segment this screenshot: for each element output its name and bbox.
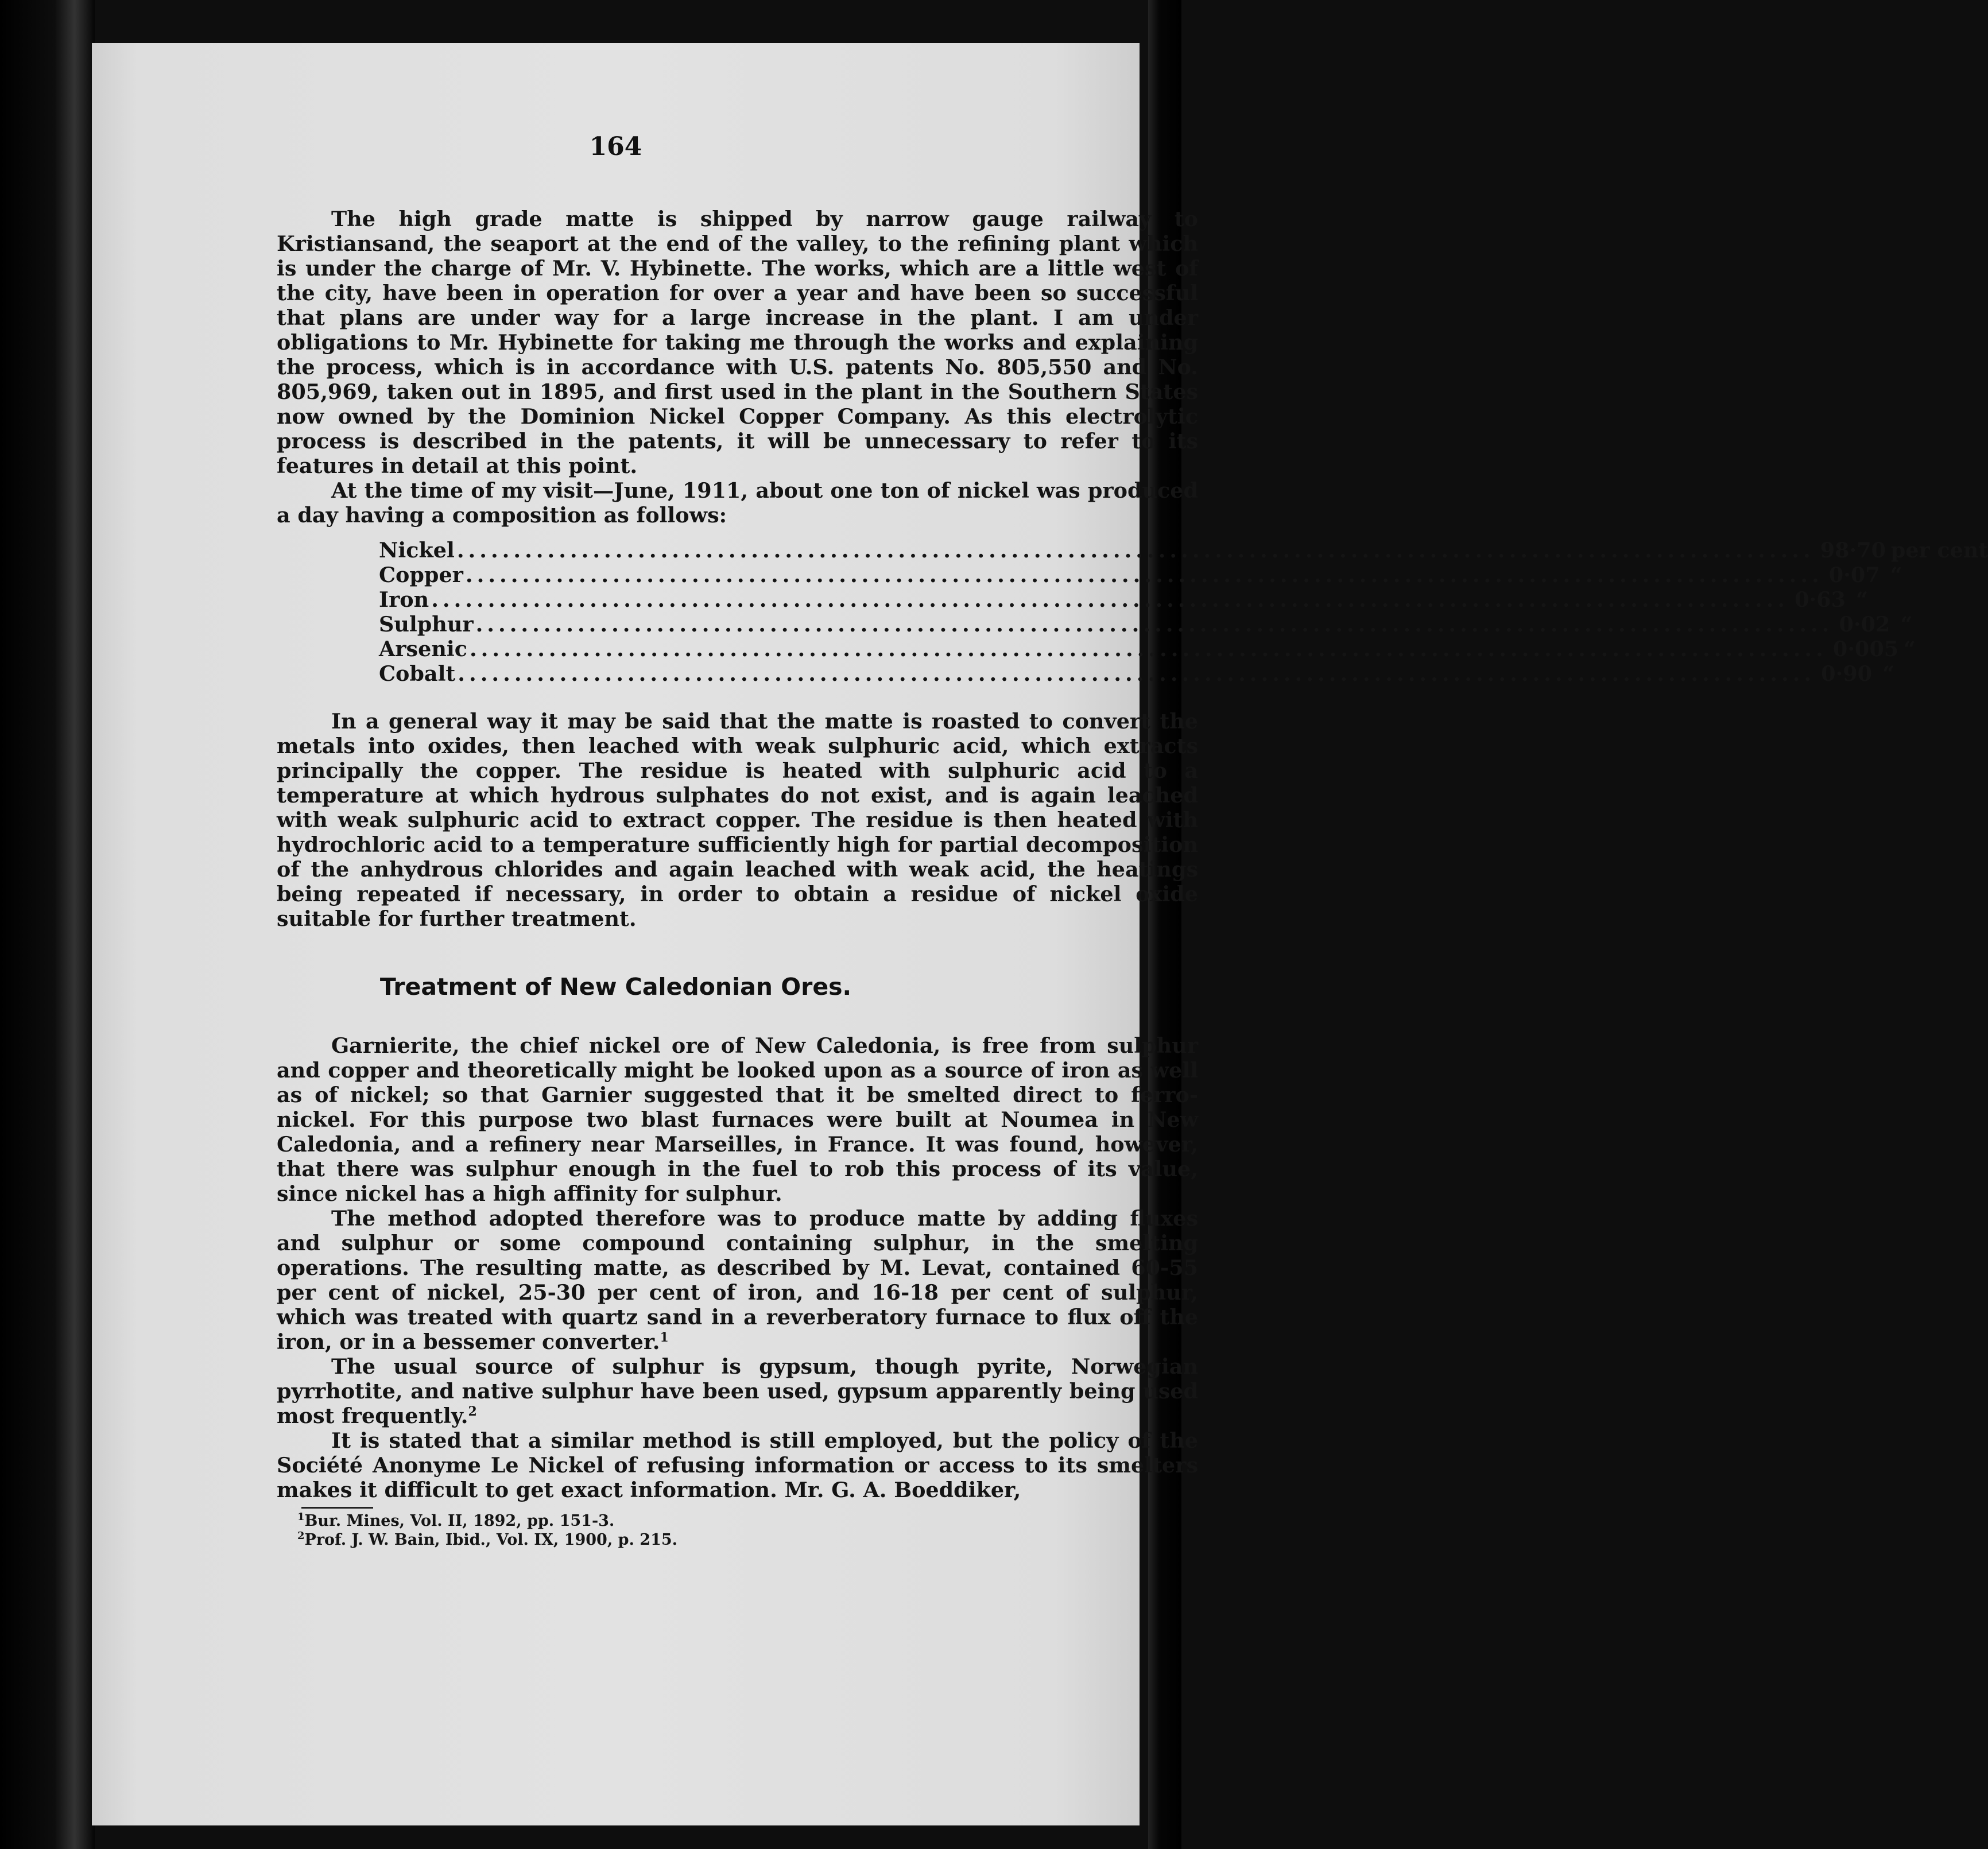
composition-row: [379, 612, 1913, 637]
element-value: 0·90: [1821, 661, 1873, 686]
composition-row: [379, 661, 1895, 686]
leader-dots: ........................................................................................................................: [469, 637, 1827, 661]
paragraph-roasting-process: In a general way it may be said that the matte is roasted to convert the metals into oxides, then leached with weak sulphuric acid, which extracts principally the copper. The residue is heated with sulphuric acid to a temperature at which hydrous sulphates do not exist, and is again leached with weak sulphuric acid to extract copper. The residue is then heated with hydrochloric acid to a temperature sufficiently high for partial decomposition of the anhydrous chlorides and again leached with weak acid, the heatings being repeated if necessary, in order to obtain a residue of nickel oxide suitable for further treatment.: [277, 709, 1198, 931]
composition-row: [379, 587, 1868, 612]
element-value: 0·07: [1828, 563, 1880, 587]
element-unit: “: [1855, 587, 1868, 612]
footnote-text: Prof. J. W. Bain, Ibid., Vol. IX, 1900, p. 215.: [304, 1531, 678, 1549]
composition-row: [379, 563, 1902, 587]
element-unit: “: [1903, 637, 1916, 661]
element-name: Arsenic: [379, 637, 467, 661]
element-name: Copper: [379, 563, 463, 587]
paragraph-sulphur-source: [277, 1354, 1198, 1428]
element-unit: “: [1882, 661, 1895, 686]
element-value: 98·70: [1820, 538, 1886, 563]
leader-dots: ........................................................................................................................: [431, 587, 1789, 612]
element-name: Nickel: [379, 538, 455, 563]
footnote: [297, 1530, 871, 1549]
footnote-mark: 1: [297, 1511, 305, 1523]
book-page: [92, 43, 1988, 1825]
paragraph-garnierite: [277, 1033, 1198, 1206]
element-name: Sulphur: [379, 612, 474, 637]
scan-left-border: [0, 0, 95, 1849]
composition-row: [379, 637, 1916, 661]
footnotes: [297, 1511, 871, 1549]
composition-table: [379, 538, 1988, 686]
footnote: [297, 1511, 871, 1530]
leader-dots: ........................................................................................................................: [465, 563, 1823, 587]
section-heading: Treatment of New Caledonian Ores.: [379, 973, 852, 1001]
footnote-text: Bur. Mines, Vol. II, 1892, pp. 151-3.: [304, 1512, 615, 1530]
footnote-mark: 2: [297, 1530, 305, 1542]
intro-text: [277, 207, 1198, 528]
process-text: [277, 709, 1198, 931]
footnote-reference: 2: [468, 1404, 477, 1419]
leader-dots: ........................................................................................................................: [456, 538, 1815, 563]
paragraph-matte-method: [277, 1206, 1198, 1354]
element-name: Cobalt: [379, 661, 456, 686]
footnote-reference: 1: [660, 1329, 669, 1345]
page-number: 164: [589, 132, 642, 161]
element-unit: “: [1890, 563, 1902, 587]
composition-row: [379, 538, 1988, 563]
element-value: 0·63: [1795, 587, 1846, 612]
section-text: [277, 1033, 1198, 1502]
element-name: Iron: [379, 587, 429, 612]
paragraph-text: Garnierite, the chief nickel ore of New Caledonia, is free from sulphur and copper and theoretically might be looked upon as a source of iron as well as of nickel; so that Garnier suggested that it be smelted direct to ferro-nickel. For this purpose two blast furnaces were built at Noumea in New Caledonia, and a refinery near Marseilles, in France. It was found, however, that there was sulphur enough in the fuel to rob this process of its value, since nickel has a high affinity for sulphur.: [277, 1033, 1198, 1206]
paragraph-text: The method adopted therefore was to produce matte by adding fluxes and sulphur or some compound containing sulphur, in the smelting operations. The resulting matte, as described by M. Levat, contained 60-55 per cent of nickel, 25-30 per cent of iron, and 16-18 per cent of sulphur, which was treated with quartz sand in a reverberatory furnace to flux off the iron, or in a bessemer converter.: [277, 1206, 1198, 1354]
element-unit: per cent: [1890, 538, 1988, 563]
paragraph-composition-intro: At the time of my visit—June, 1911, about one ton of nickel was produced a day having a composition as follows:: [277, 478, 1198, 528]
element-value: 0·02: [1839, 612, 1890, 637]
leader-dots: ........................................................................................................................: [458, 661, 1816, 686]
element-unit: “: [1900, 612, 1913, 637]
paragraph-text: It is stated that a similar method is still employed, but the policy of the Société Anonyme Le Nickel of refusing information or access to its smelters makes it difficult to get exact information. Mr. G. A. Boeddiker,: [277, 1428, 1198, 1502]
element-value: 0·005: [1832, 637, 1899, 661]
leader-dots: ........................................................................................................................: [475, 612, 1834, 637]
paragraph-text: The usual source of sulphur is gypsum, though pyrite, Norwegian pyrrhotite, and native sulphur have been used, gypsum apparently being used most frequently.: [277, 1354, 1198, 1428]
paragraph-refining-plant: The high grade matte is shipped by narrow gauge railway to Kristiansand, the seaport at the end of the valley, to the refining plant which is under the charge of Mr. V. Hybinette. The works, which are a little west of the city, have been in operation for over a year and have been so successful that plans are under way for a large increase in the plant. I am under obligations to Mr. Hybinette for taking me through the works and explaining the process, which is in accordance with U.S. patents No. 805,550 and No. 805,969, taken out in 1895, and first used in the plant in the Southern States now owned by the Dominion Nickel Copper Company. As this electrolytic process is described in the patents, it will be unnecessary to refer to its features in detail at this point.: [277, 207, 1198, 478]
paragraph-societe: [277, 1428, 1198, 1502]
footnote-divider: [301, 1507, 373, 1509]
